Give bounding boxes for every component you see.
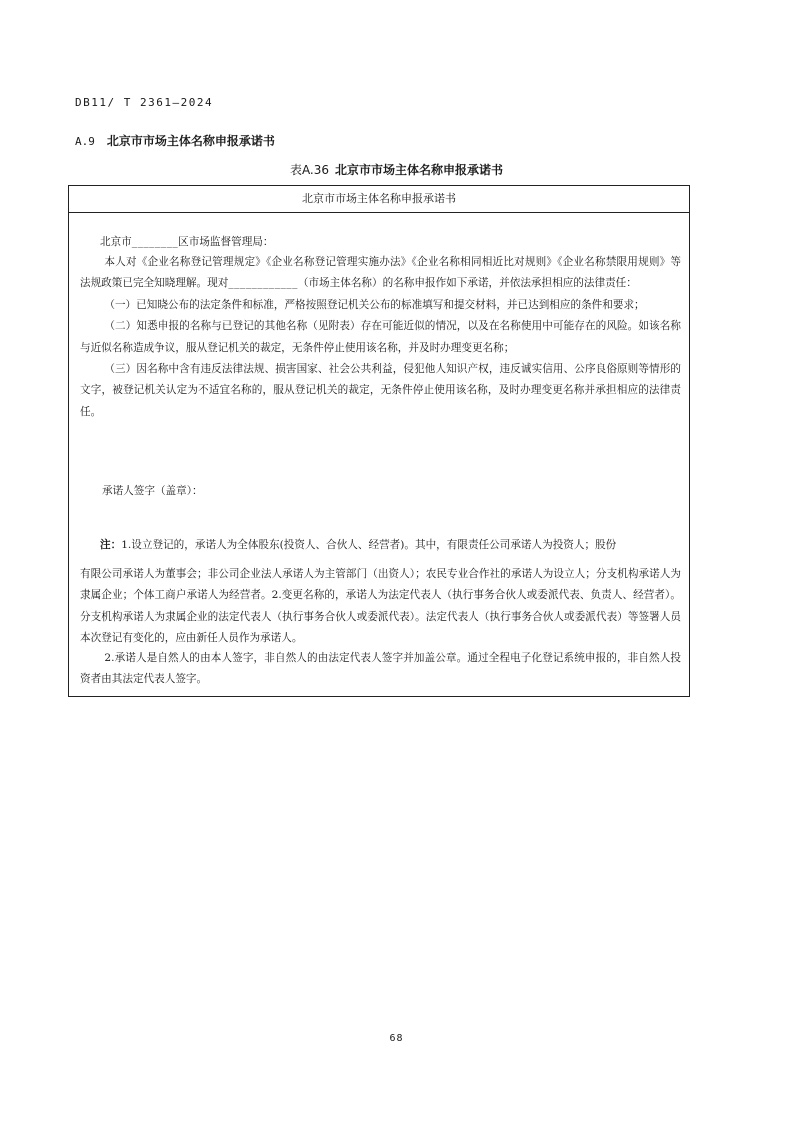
section-heading: [75, 132, 275, 149]
district-blank-field[interactable]: ________: [131, 236, 179, 248]
note-line-1: [100, 535, 616, 556]
paragraph-item-3: （三）因名称中含有违反法律法规、损害国家、社会公共利益，侵犯他人知识产权，违反诚实信用、公序良俗原则等情形的文字，被登记机关认定为不适宜名称的，服从登记机关的裁定，无条件停止使用该名称，及时办理变更名称并承担相应的法律责任。: [80, 363, 681, 418]
intro-text-b: （市场主体名称）的名称申报作如下承诺，并依法承担相应的法律责任：: [297, 277, 637, 290]
section-title: 北京市市场主体名称申报承诺书: [106, 134, 275, 148]
address-line: [100, 232, 274, 253]
paragraph-intro: [80, 252, 681, 295]
commitment-form: [68, 185, 690, 697]
address-prefix: 北京市: [100, 236, 132, 248]
signer-label: 承诺人签字（盖章）：: [102, 485, 203, 497]
table-title-text: 北京市市场主体名称申报承诺书: [335, 163, 504, 177]
page-number: 68: [389, 1033, 404, 1044]
table-label: 表A.36: [289, 163, 330, 177]
paragraph-item-1: （一）已知晓公布的法定条件和标准，严格按照登记机关公布的标准填写和提交材料，并已达到相应的条件和要求；: [104, 298, 645, 311]
note-1-start: 1.设立登记的，承诺人为全体股东(投资人、合伙人、经营者)。其中，有限责任公司承诺人为投资人；股份: [121, 539, 617, 551]
intro-text-a: 本人对《企业名称登记管理规定》《企业名称登记管理实施办法》《企业名称相同相近比对规则》《企业名称禁限用规则》等法规政策已完全知晓理解。现对: [80, 256, 681, 290]
note-2-text: 2.承诺人是自然人的由本人签字，非自然人的由法定代表人签字并加盖公章。通过全程电子化登记系统申报的，非自然人投资者由其法定代表人签字。: [80, 652, 681, 686]
form-heading: 北京市市场主体名称申报承诺书: [69, 186, 689, 213]
entity-name-blank-field[interactable]: ____________: [228, 277, 298, 290]
note-1-continuation: [80, 564, 681, 650]
commitment-body: [80, 252, 681, 423]
standard-number: DB11/ T 2361—2024: [75, 96, 214, 109]
note-2-block: [80, 648, 681, 691]
table-title: [0, 161, 793, 178]
note-1-text: 有限公司承诺人为董事会；非公司企业法人承诺人为主管部门（出资人）；农民专业合作社的承诺人为设立人；分支机构承诺人为隶属企业；个体工商户承诺人为经营者。2.变更名称的，承诺人为法定代表人（执行事务合伙人或委派代表、负责人、经营者）。分支机构承诺人为隶属企业的法定代表人（执行事务合伙人或委派代表）。法定代表人（执行事务合伙人或委派代表）等签署人员本次登记有变化的，应由新任人员作为承诺人。: [80, 568, 681, 645]
paragraph-item-2: （二）知悉申报的名称与已登记的其他名称（见附表）存在可能近似的情况，以及在名称使用中可能存在的风险。如该名称与近似名称造成争议，服从登记机关的裁定，无条件停止使用该名称，并及时办理变更名称；: [80, 320, 681, 354]
note-label: 注：: [100, 539, 122, 551]
address-suffix: 区市场监督管理局：: [178, 236, 274, 248]
section-number: A.9: [75, 135, 95, 148]
